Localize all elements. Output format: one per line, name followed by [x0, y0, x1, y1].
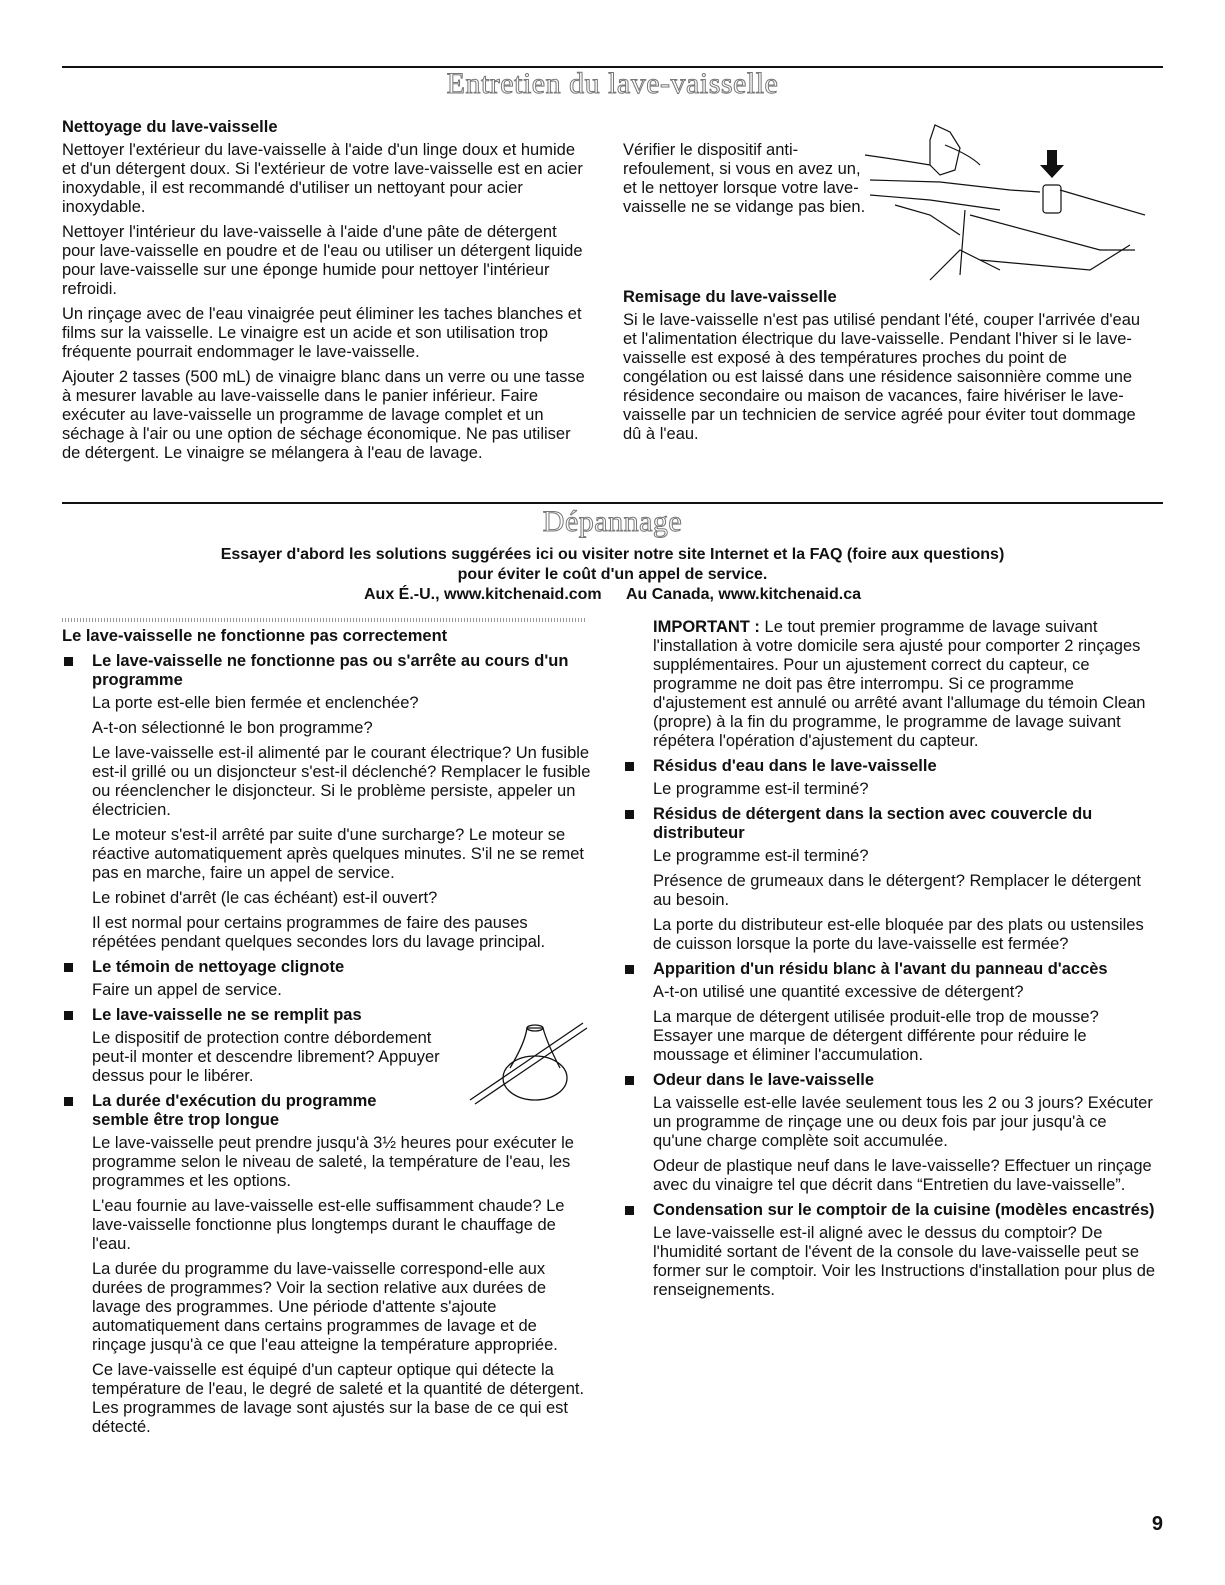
sink-airgap-illustration	[860, 120, 1160, 285]
problem-item	[62, 958, 592, 1000]
solution-text: Le programme est-il terminé?	[653, 780, 869, 798]
solution-text: Le dispositif de protection contre débordement peut-il monter et descendre librement? Appuyer dessus pour le libérer.	[92, 1029, 440, 1085]
solution-text: Le programme est-il terminé?	[653, 847, 869, 865]
storage-heading: Remisage du lave-vaisselle	[623, 288, 837, 306]
solution-text: La vaisselle est-elle lavée seulement tous les 2 ou 3 jours? Exécuter un programme de rinçage une ou deux fois par jour jusqu'à ce qu'une charge complète soit accumulée.	[653, 1094, 1153, 1150]
solution-text: Le robinet d'arrêt (le cas échéant) est-il ouvert?	[92, 889, 438, 907]
storage-section	[623, 288, 1153, 450]
problem-item	[623, 757, 1158, 799]
page-number: 9	[1151, 1513, 1163, 1535]
cleaning-paragraph: Nettoyer l'extérieur du lave-vaisselle à l'aide d'un linge doux et humide et d'un détergent doux. Si l'extérieur de votre lave-vaisselle est en acier inoxydable, il est recommandé d'utiliser un nettoyant pour acier inoxydable.	[62, 141, 583, 216]
solution-text: La porte du distributeur est-elle bloquée par des plats ou ustensiles de cuisson lorsque la porte du lave-vaisselle est fermée?	[653, 916, 1144, 953]
hatched-divider	[62, 618, 587, 622]
important-note	[623, 618, 1158, 751]
problem-item	[623, 960, 1158, 1065]
storage-paragraph: Si le lave-vaisselle n'est pas utilisé pendant l'été, couper l'arrivée d'eau et l'alimentation électrique du lave-vaisselle. Pendant l'hiver si le lave-vaisselle est exposé à des températures proches du point de congélation ou est laissé dans une résidence saisonnière comme une résidence secondaire ou maison de vacances, faire hivériser le lave-vaisselle par un technicien de service agréé pour éviter tout dommage dû à l'eau.	[623, 311, 1141, 443]
maintenance-left-column	[62, 118, 587, 469]
problem-item	[623, 805, 1158, 954]
solution-text: Le lave-vaisselle est-il aligné avec le dessus du comptoir? De l'humidité sortant de l'évent de la console du lave-vaisselle peut se former sur le comptoir. Voir les Instructions d'installation pour plus de renseignements.	[653, 1224, 1156, 1299]
overfill-float-illustration	[465, 1018, 590, 1108]
solution-text: A-t-on utilisé une quantité excessive de détergent?	[653, 983, 1024, 1001]
cleaning-paragraph: Un rinçage avec de l'eau vinaigrée peut éliminer les taches blanches et films sur la vaisselle. Le vinaigre est un acide et son utilisation trop fréquente pourrait endommager le lave-vaisselle.	[62, 305, 582, 361]
problem-heading: Le lave-vaisselle ne se remplit pas	[62, 1006, 592, 1025]
solution-text: Le lave-vaisselle peut prendre jusqu'à 3½ heures pour exécuter le programme selon le niveau de saleté, la température de l'eau, les programmes et les options.	[92, 1134, 574, 1190]
solution-text: Il est normal pour certains programmes de faire des pauses répétées pendant quelques secondes lors du lavage principal.	[92, 914, 546, 951]
troubleshooting-title: Dépannage	[542, 505, 683, 538]
solution-text: Le moteur s'est-il arrêté par suite d'une surcharge? Le moteur se réactive automatiquement après quelques minutes. S'il ne se remet pas en marche, faire un appel de service.	[92, 826, 584, 882]
cleaning-paragraph: Ajouter 2 tasses (500 mL) de vinaigre blanc dans un verre ou une tasse à mesurer lavable au lave-vaisselle dans le panier inférieur. Faire exécuter au lave-vaisselle un programme de lavage complet et un séchage à l'air ou une option de séchage économique. Ne pas utiliser de détergent. Le vinaigre se mélangera à l'eau de lavage.	[62, 368, 585, 462]
problem-heading: Apparition d'un résidu blanc à l'avant du panneau d'accès	[623, 960, 1158, 979]
solution-text: Faire un appel de service.	[92, 981, 282, 999]
problem-heading: Le lave-vaisselle ne fonctionne pas ou s'arrête au cours d'un programme	[62, 652, 592, 690]
solution-text: L'eau fournie au lave-vaisselle est-elle suffisamment chaude? Le lave-vaisselle fonctionne plus longtemps durant le chauffage de l'eau.	[92, 1197, 565, 1253]
airgap-text: Vérifier le dispositif anti-refoulement, si vous en avez un, et le nettoyer lorsque votre lave-vaisselle ne se vidange pas bien.	[623, 141, 866, 216]
cleaning-heading: Nettoyage du lave-vaisselle	[62, 118, 278, 136]
important-text: Le tout premier programme de lavage suivant l'installation à votre domicile sera ajusté pour comporter 2 rinçages supplémentaires. Pour un ajustement correct du capteur, ce programme ne doit pas être interrompu. Si ce programme d'ajustement est annulé ou arrêté avant l'allumage du témoin Clean (propre) à la fin du programme, le programme de lavage suivant répétera l'opération d'ajustement du capteur.	[653, 618, 1146, 750]
maintenance-title: Entretien du lave-vaisselle	[446, 67, 779, 100]
section-rule	[62, 502, 1163, 504]
solution-text: La durée du programme du lave-vaisselle correspond-elle aux durées de programmes? Voir la section relative aux durées de lavage des programmes. Une période d'attente s'ajoute automatiquement dans certains programmes de lavage et de rinçage jusqu'à ce que l'eau atteigne la température appropriée.	[92, 1260, 558, 1354]
solution-text: Présence de grumeaux dans le détergent? Remplacer le détergent au besoin.	[653, 872, 1141, 909]
group-heading: Le lave-vaisselle ne fonctionne pas correctement	[62, 627, 448, 645]
problem-heading: Résidus de détergent dans la section avec couvercle du distributeur	[623, 805, 1158, 843]
important-label: IMPORTANT :	[653, 618, 760, 636]
us-website-link[interactable]: Aux É.-U., www.kitchenaid.com	[363, 586, 602, 603]
solution-text: Ce lave-vaisselle est équipé d'un capteur optique qui détecte la température de l'eau, le degré de saleté et la quantité de détergent. Les programmes de lavage sont ajustés sur la base de ce qui est détecté.	[92, 1361, 585, 1436]
solution-text: La marque de détergent utilisée produit-elle trop de mousse? Essayer une marque de détergent différente pour réduire le moussage et éliminer l'accumulation.	[653, 1008, 1099, 1064]
problem-heading: Le témoin de nettoyage clignote	[62, 958, 592, 977]
problem-heading: Résidus d'eau dans le lave-vaisselle	[623, 757, 1158, 776]
cleaning-paragraph: Nettoyer l'intérieur du lave-vaisselle à l'aide d'une pâte de détergent pour lave-vaisselle en poudre et de l'eau ou utiliser un détergent liquide pour lave-vaisselle sur une éponge humide pour nettoyer l'intérieur refroidi.	[62, 223, 583, 298]
troubleshooting-right-column	[623, 618, 1158, 1306]
problem-heading: Odeur dans le lave-vaisselle	[623, 1071, 1158, 1090]
solution-text: A-t-on sélectionné le bon programme?	[92, 719, 373, 737]
intro-links	[0, 585, 1225, 605]
problem-item	[62, 1092, 592, 1437]
problem-item	[623, 1201, 1158, 1300]
problem-heading: Condensation sur le comptoir de la cuisine (modèles encastrés)	[623, 1201, 1158, 1220]
problem-heading: La durée d'exécution du programme semble être trop longue	[62, 1092, 432, 1130]
intro-line: pour éviter le coût d'un appel de service.	[457, 566, 768, 583]
canada-website-link[interactable]: Au Canada, www.kitchenaid.ca	[625, 586, 861, 603]
solution-text: La porte est-elle bien fermée et enclenchée?	[92, 694, 419, 712]
solution-text: Le lave-vaisselle est-il alimenté par le courant électrique? Un fusible est-il grillé ou un disjoncteur s'est-il déclenché? Remplacer le fusible ou réenclencher le disjoncteur. Si le problème persiste, appeler un électricien.	[92, 744, 591, 819]
intro-line: Essayer d'abord les solutions suggérées ici ou visiter notre site Internet et la FAQ (foire aux questions)	[220, 546, 1005, 563]
solution-text: Odeur de plastique neuf dans le lave-vaisselle? Effectuer un rinçage avec du vinaigre tel que décrit dans “Entretien du lave-vaisselle”.	[653, 1157, 1152, 1194]
problem-item	[623, 1071, 1158, 1195]
problem-item	[62, 652, 592, 952]
